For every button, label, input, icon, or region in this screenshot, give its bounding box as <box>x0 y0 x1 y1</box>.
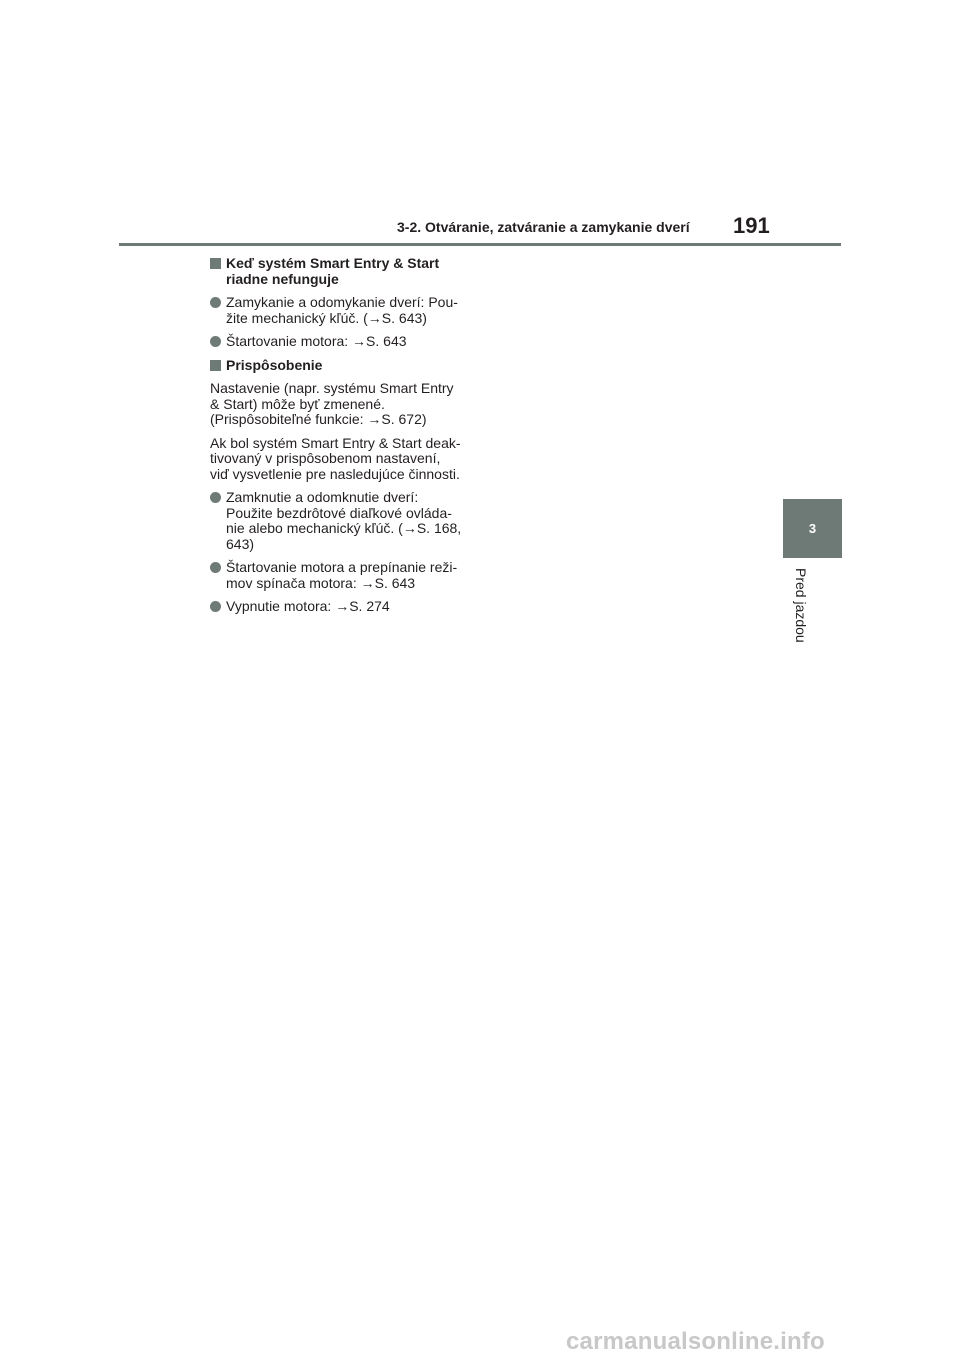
list-item <box>210 295 480 326</box>
list-item <box>210 490 480 552</box>
text-line: Štartovanie motora a prepínanie reži- <box>226 559 458 575</box>
text-line: Ak bol systém Smart Entry & Start deak- <box>210 434 461 451</box>
round-bullet-icon <box>210 492 221 503</box>
chapter-tab <box>783 499 842 558</box>
header-divider <box>119 243 841 246</box>
text-line: Použite bezdrôtové diaľkové ovláda- <box>226 504 452 521</box>
square-bullet-icon <box>210 258 221 269</box>
round-bullet-icon <box>210 297 221 308</box>
text-line: mov spínača motora: →S. 643 <box>226 574 416 591</box>
list-item <box>210 599 480 615</box>
chapter-number: 3 <box>808 521 817 536</box>
text-line: viď vysvetlenie pre nasledujúce činnosti. <box>210 465 460 482</box>
text-line: nie alebo mechanický kľúč. (→S. 168, <box>226 520 462 536</box>
paragraph <box>210 436 480 483</box>
text-line: riadne nefunguje <box>226 270 339 287</box>
section-title: 3-2. Otváranie, zatváranie a zamykanie dverí <box>397 219 690 235</box>
heading-customization <box>210 358 480 374</box>
text-line: 643) <box>226 535 255 552</box>
text-line: Štartovanie motora: →S. 643 <box>226 333 407 349</box>
page-number: 191 <box>733 213 770 238</box>
text-line: Nastavenie (napr. systému Smart Entry <box>210 380 454 396</box>
heading-smart-entry-failure <box>210 256 480 287</box>
paragraph <box>210 381 480 428</box>
round-bullet-icon <box>210 562 221 573</box>
watermark-link[interactable]: carmanualsonline.info <box>566 1328 825 1355</box>
text-line: (Prispôsobiteľné funkcie: →S. 672) <box>210 411 427 427</box>
round-bullet-icon <box>210 601 221 612</box>
text-line: tivovaný v prispôsobenom nastavení, <box>210 450 441 466</box>
text-line: & Start) môže byť zmenené. <box>210 395 385 412</box>
text-line: žite mechanický kľúč. (→S. 643) <box>226 309 427 326</box>
text-line: Zamknutie a odomknutie dverí: <box>226 489 419 505</box>
text-line: Zamykanie a odomykanie dverí: Pou- <box>226 294 458 310</box>
chapter-name: Pred jazdou <box>793 568 809 643</box>
list-item <box>210 560 480 591</box>
round-bullet-icon <box>210 336 221 347</box>
text-line: Vypnutie motora: →S. 274 <box>226 598 390 614</box>
text-line: Keď systém Smart Entry & Start <box>226 255 440 271</box>
list-item <box>210 334 480 350</box>
text-line: Prispôsobenie <box>226 356 323 373</box>
square-bullet-icon <box>210 360 221 371</box>
content-column <box>210 256 480 623</box>
